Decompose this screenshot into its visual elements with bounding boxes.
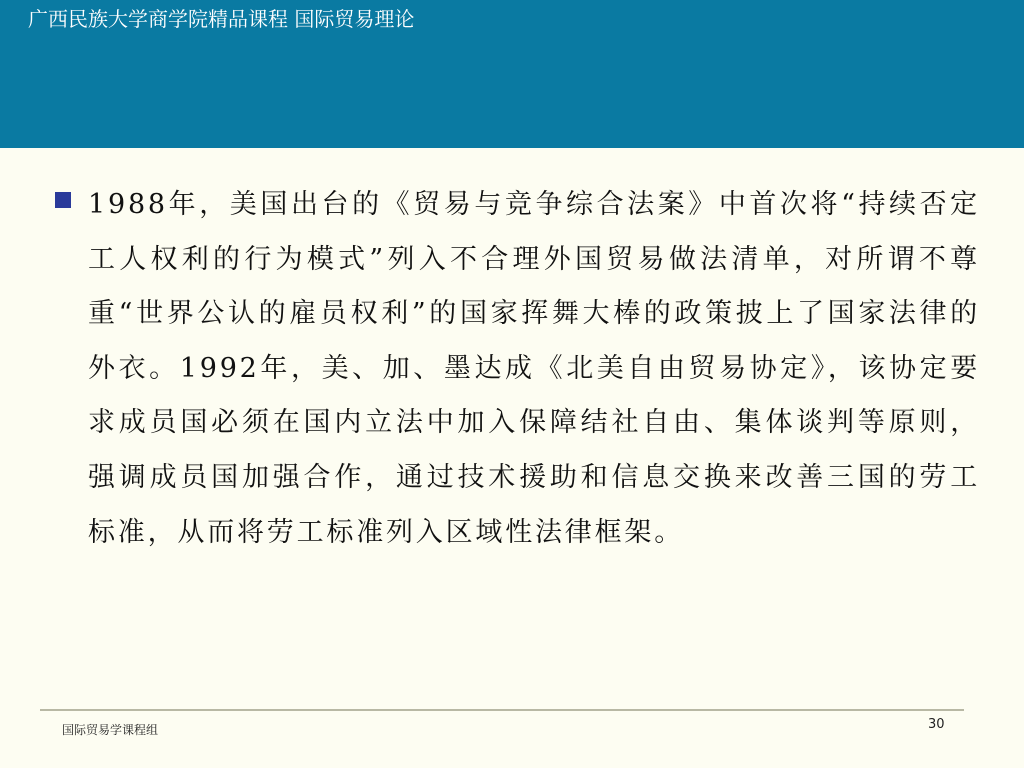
- square-bullet-icon: [55, 192, 71, 208]
- title-banner: [0, 0, 1024, 148]
- slide-body: [55, 178, 980, 560]
- footer-course-group: 国际贸易学课程组: [62, 723, 159, 737]
- body-paragraph: 1988年，美国出台的《贸易与竞争综合法案》中首次将“持续否定工人权利的行为模式”列入不合理外国贸易做法清单，对所谓不尊重“世界公认的雇员权利”的国家挥舞大棒的政策披上了国家法律的外衣。1992年，美、加、墨达成《北美自由贸易协定》，该协定要求成员国必须在国内立法中加入保障结社自由、集体谈判等原则，强调成员国加强合作，通过技术援助和信息交换来改善三国的劳工标准，从而将劳工标准列入区域性法律框架。: [88, 189, 980, 548]
- footer-divider: [40, 709, 964, 711]
- course-title: 广西民族大学商学院精品课程 国际贸易理论: [28, 7, 415, 31]
- page-number: 30: [928, 717, 945, 732]
